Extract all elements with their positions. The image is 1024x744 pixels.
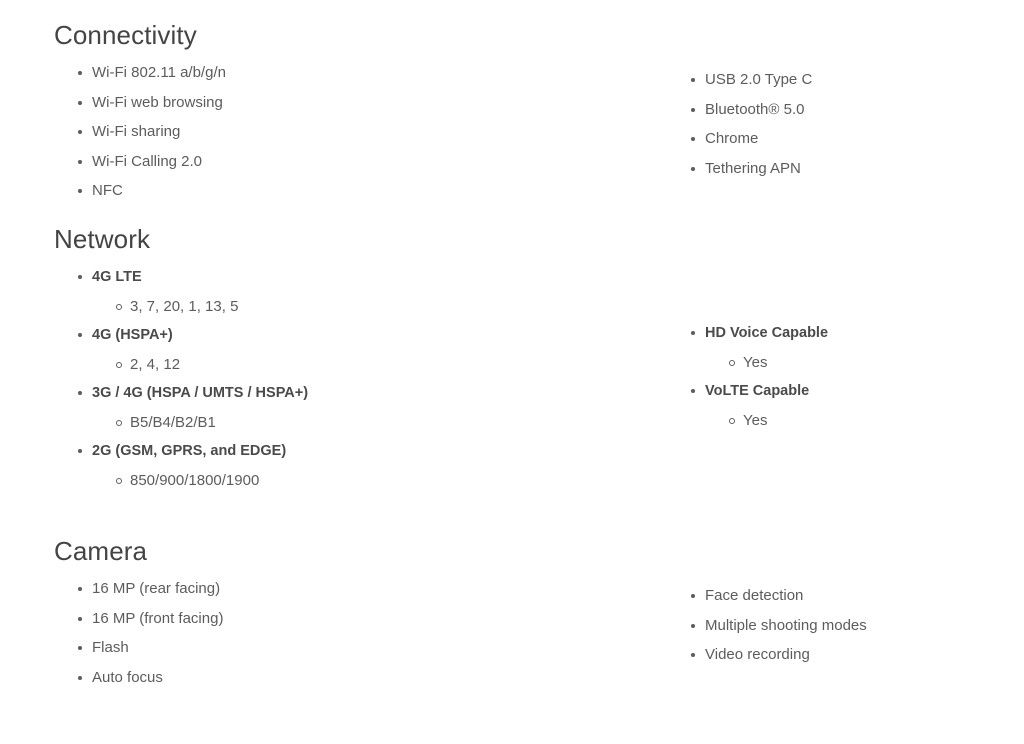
list-item: Tethering APN: [691, 160, 812, 178]
section-title-camera: Camera: [54, 536, 148, 566]
connectivity-right-list: [691, 71, 812, 178]
list-item: Flash: [78, 639, 223, 657]
list-item: 16 MP (front facing): [78, 610, 223, 628]
sublist-item: B5/B4/B2/B1: [116, 414, 308, 432]
band-label: 4G (HSPA+): [92, 327, 173, 343]
band-label: 4G LTE: [92, 269, 142, 285]
sublist: [92, 356, 308, 374]
sublist-item: 3, 7, 20, 1, 13, 5: [116, 298, 308, 316]
list-item: Wi-Fi 802.11 a/b/g/n: [78, 64, 226, 82]
sublist-item: 2, 4, 12: [116, 356, 308, 374]
list-item: USB 2.0 Type C: [691, 71, 812, 89]
section-title-connectivity: Connectivity: [54, 20, 197, 50]
list-item: Face detection: [691, 587, 867, 605]
section-title-network: Network: [54, 224, 151, 254]
list-item: Auto focus: [78, 669, 223, 687]
network-right-list: [691, 324, 828, 430]
sublist: [705, 354, 828, 372]
list-item: [78, 442, 308, 490]
sublist: [92, 472, 308, 490]
list-item: 16 MP (rear facing): [78, 580, 223, 598]
feature-label: HD Voice Capable: [705, 325, 829, 341]
list-item: Video recording: [691, 646, 867, 664]
list-item: Chrome: [691, 130, 812, 148]
list-item: Wi-Fi Calling 2.0: [78, 153, 226, 171]
list-item: Multiple shooting modes: [691, 617, 867, 635]
sublist-item: 850/900/1800/1900: [116, 472, 308, 490]
list-item: [78, 268, 308, 316]
camera-right-list: [691, 587, 867, 664]
feature-label: VoLTE Capable: [705, 383, 810, 399]
sublist-item: Yes: [729, 354, 828, 372]
list-item: [78, 326, 308, 374]
list-item: Wi-Fi web browsing: [78, 94, 226, 112]
band-label: 2G (GSM, GPRS, and EDGE): [92, 443, 287, 459]
sublist: [92, 414, 308, 432]
sublist: [92, 298, 308, 316]
band-label: 3G / 4G (HSPA / UMTS / HSPA+): [92, 385, 309, 401]
list-item: NFC: [78, 182, 226, 200]
camera-left-list: [78, 580, 223, 687]
sublist-item: Yes: [729, 412, 828, 430]
network-left-list: [78, 268, 308, 490]
list-item: Bluetooth® 5.0: [691, 101, 812, 119]
list-item: [78, 384, 308, 432]
connectivity-left-list: [78, 64, 226, 200]
sublist: [705, 412, 828, 430]
list-item: Wi-Fi sharing: [78, 123, 226, 141]
list-item: [691, 382, 828, 430]
list-item: [691, 324, 828, 372]
